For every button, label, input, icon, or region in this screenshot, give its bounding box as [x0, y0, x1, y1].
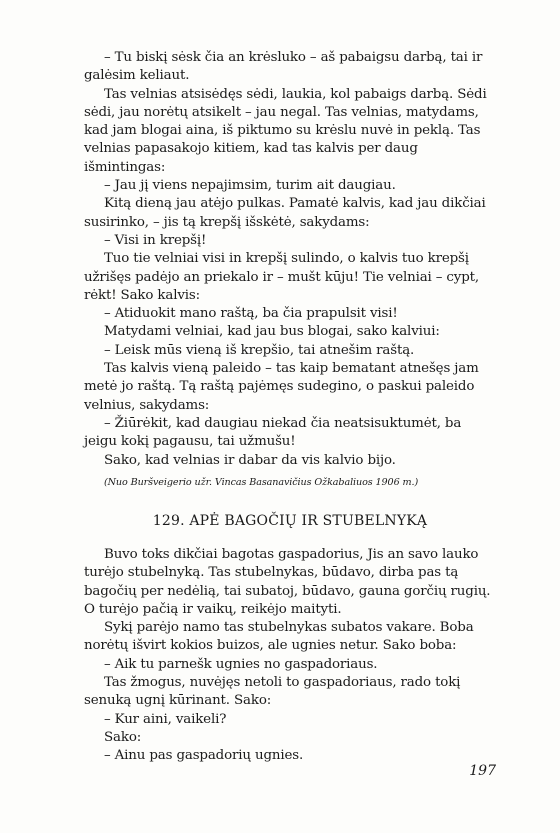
story-heading: 129. APĖ BAGOČIŲ IR STUBELNYKĄ [152, 513, 428, 529]
paragraph: Matydami velniai, kad jau bus blogai, sako kalviui: [104, 324, 440, 340]
paragraph: – Jau jį viens nepajimsim, turim ait daugiau. [104, 178, 396, 194]
story-text-continued [84, 49, 496, 470]
paragraph: Tas žmogus, nuvėjęs netoli to gaspadoriaus, rado tokį senuką ugnį kūrinant. Sako: [84, 675, 461, 709]
source-note: (Nuo Buršveigerio užr. Vincas Basanavičius Ožkabaliuos 1906 m.) [104, 477, 419, 488]
paragraph: Sykį parėjo namo tas stubelnykas subatos vakare. Boba norėtų išvirt kokios buizos, ale ugnies netur. Sako boba: [84, 620, 474, 654]
paragraph: Tuo tie velniai visi in krepšį sulindo, o kalvis tuo krepšį užrišęs padėjo an priekalo ir – mušt kūju! Tie velniai – cypt, rėkt! Sako kalvis: [84, 251, 479, 303]
paragraph: – Aik tu parnešk ugnies no gaspadoriaus. [104, 656, 378, 672]
page-number: 197 [469, 763, 496, 779]
paragraph: – Tu biskį sėsk čia an krėsluko – aš pabaigsu darbą, tai ir galėsim keliaut. [84, 50, 483, 84]
paragraph: Sako: [104, 729, 142, 745]
story-text [84, 546, 496, 766]
paragraph: Kitą dieną jau atėjo pulkas. Pamatė kalvis, kad jau dikčiai susirinko, – jis tą krepšį išskėtė, sakydams: [84, 196, 486, 230]
paragraph: Sako, kad velnias ir dabar da vis kalvio bijo. [104, 452, 396, 468]
paragraph: Tas kalvis vieną paleido – tas kaip bematant atnešęs jam metė jo raštą. Tą raštą pajėmęs sudegino, o paskui paleido velnius, sakydams: [84, 361, 479, 413]
paragraph: Buvo toks dikčiai bagotas gaspadorius, Jis an savo lauko turėjo stubelnyką. Tas stubelnykas, būdavo, dirba pas tą bagočių per nedėlią, tai subatoj, būdavo, gauna gorčių rugių. O turėjo pačią ir vaikų, reikėjo maityti. [84, 547, 491, 617]
paragraph: – Žiūrėkit, kad daugiau niekad čia neatsisuktumėt, ba jeigu kokį pagausu, tai užmušu! [84, 415, 462, 450]
paragraph: – Leisk mūs vieną iš krepšio, tai atnešim raštą. [104, 342, 415, 358]
paragraph: – Atiduokit mano raštą, ba čia prapulsit visi! [104, 306, 398, 322]
paragraph: – Visi in krepšį! [104, 232, 207, 248]
paragraph: – Kur aini, vaikeli? [104, 711, 227, 727]
paragraph: Tas velnias atsisėdęs sėdi, laukia, kol pabaigs darbą. Sėdi sėdi, jau norėtų atsikelt – jau negal. Tas velnias, matydams, kad jam blogai aina, iš piktumo su krėslu nuvė in peklą. Tas velnias papasakojo kitiem, kad tas kalvis per daug išmintingas: [84, 86, 487, 175]
paragraph: – Ainu pas gaspadorių ugnies. [104, 748, 304, 764]
